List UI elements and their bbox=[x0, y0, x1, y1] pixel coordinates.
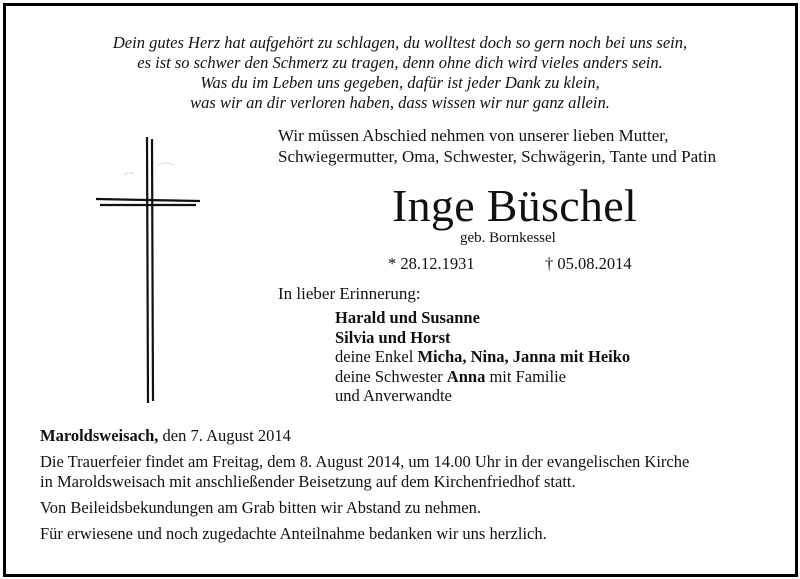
thanks-note: Für erwiesene und noch zugedachte Anteilnahme bedanken wir uns herzlich. bbox=[40, 524, 547, 543]
mourner-line bbox=[335, 308, 630, 328]
mourner-relation: deine Enkel bbox=[335, 347, 418, 366]
condolences-note: Von Beileidsbekundungen am Grab bitten wir Abstand zu nehmen. bbox=[40, 498, 481, 517]
cross-icon bbox=[94, 135, 204, 405]
mourner-relation: mit Familie bbox=[485, 366, 566, 386]
death-date: † 05.08.2014 bbox=[545, 254, 632, 273]
mourner-names: Anna bbox=[446, 366, 486, 386]
mourner-line bbox=[335, 328, 630, 348]
intro-line: Wir müssen Abschied nehmen von unserer lieben Mutter, bbox=[278, 126, 669, 145]
deceased-name: Inge Büschel bbox=[392, 180, 638, 231]
funeral-line: in Maroldsweisach mit anschließender Beisetzung auf dem Kirchenfriedhof statt. bbox=[40, 472, 576, 491]
poem-line: Dein gutes Herz hat aufgehört zu schlagen, du wolltest doch so gern noch bei uns sein, bbox=[112, 33, 688, 52]
intro-line: Schwiegermutter, Oma, Schwester, Schwägerin, Tante und Patin bbox=[278, 147, 717, 166]
poem-line: es ist so schwer den Schmerz zu tragen, denn ohne dich wird vieles anders sein. bbox=[137, 53, 663, 72]
mourners-list bbox=[335, 308, 630, 406]
mourner-line bbox=[335, 347, 630, 367]
mourner-names: Micha, Nina, Janna mit Heiko bbox=[417, 347, 631, 366]
intro-text bbox=[278, 125, 716, 167]
mourner-names: Silvia und Horst bbox=[335, 327, 451, 347]
memory-heading: In lieber Erinnerung: bbox=[278, 284, 421, 303]
poem-line: Was du im Leben uns gegeben, dafür ist jeder Dank zu klein, bbox=[200, 73, 600, 92]
footer bbox=[40, 426, 689, 544]
place-date-line bbox=[40, 426, 689, 446]
poem-line: was wir an dir verloren haben, dass wissen wir nur ganz allein. bbox=[190, 93, 610, 112]
born-name: geb. Bornkessel bbox=[460, 230, 556, 246]
poem bbox=[0, 33, 800, 113]
mourner-line: und Anverwandte bbox=[335, 386, 452, 405]
mourner-relation: deine Schwester bbox=[335, 366, 447, 386]
birth-date: * 28.12.1931 bbox=[388, 254, 475, 273]
mourner-line bbox=[335, 367, 630, 387]
mourner-names: Harald und Susanne bbox=[335, 308, 480, 327]
place: Maroldsweisach, bbox=[40, 426, 159, 445]
date: den 7. August 2014 bbox=[158, 426, 291, 445]
funeral-line: Die Trauerfeier findet am Freitag, dem 8. August 2014, um 14.00 Uhr in der evangelischen Kirche bbox=[40, 452, 690, 471]
